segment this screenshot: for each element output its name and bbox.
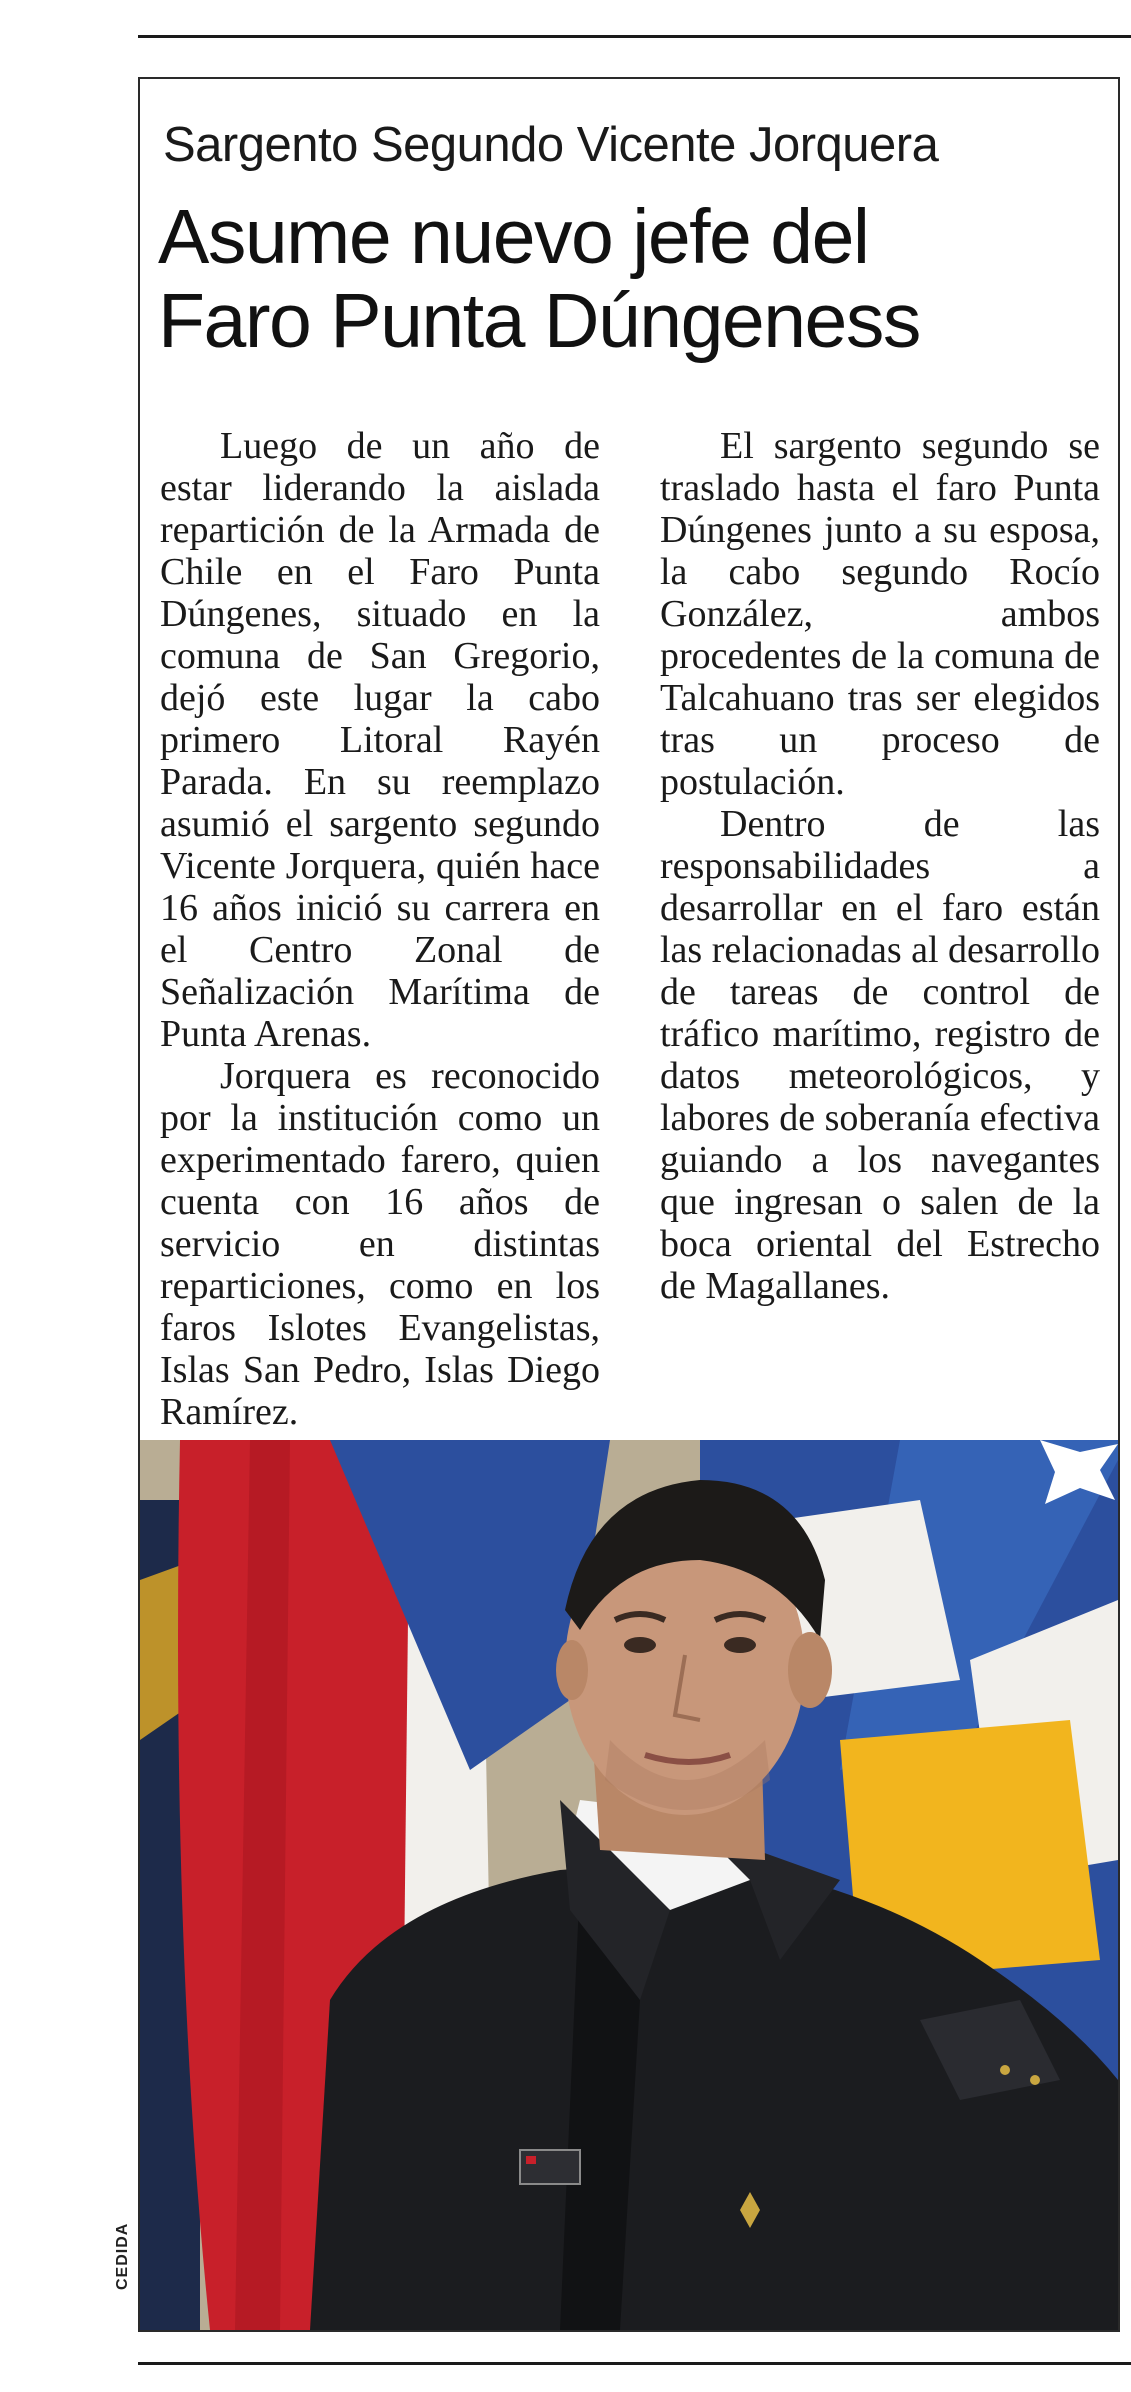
body-column-left: [160, 425, 600, 1433]
photo-illustration: [140, 1440, 1118, 2330]
body-paragraph: El sargento segundo se traslado hasta el faro Punta Dúngenes junto a su esposa, la cabo segundo Rocío González, ambos procedentes de la comuna de Talcahuano tras ser elegidos tras un proceso de postulación.: [660, 425, 1100, 803]
top-rule: [138, 35, 1131, 38]
body-paragraph: Luego de un año de estar liderando la aislada repartición de la Armada de Chile en el Faro Punta Dúngenes, situado en la comuna de San Gregorio, dejó este lugar la cabo primero Litoral Rayén Parada. En su reemplazo asumió el sargento segundo Vicente Jorquera, quién hace 16 años inició su carrera en el Centro Zonal de Señalización Marítima de Punta Arenas.: [160, 425, 600, 1055]
body-paragraph: Jorquera es reconocido por la institución como un experimentado farero, quien cuenta con 16 años de servicio en distintas reparticiones, como en los faros Islotes Evangelistas, Islas San Pedro, Islas Diego Ramírez.: [160, 1055, 600, 1433]
headline-line-1: Asume nuevo jefe del: [158, 194, 869, 280]
article-kicker: Sargento Segundo Vicente Jorquera: [163, 118, 939, 172]
headline-line-2: Faro Punta Dúngeness: [158, 278, 920, 364]
bottom-rule: [138, 2362, 1131, 2365]
article-headline: [158, 195, 1108, 363]
body-column-right: [660, 425, 1100, 1307]
body-paragraph: Dentro de las responsabilidades a desarrollar en el faro están las relacionadas al desarrollo de tareas de control de tráfico marítimo, registro de datos meteorológicos, y labores de soberanía efectiva guiando a los navegantes que ingresan o salen de la boca oriental del Estrecho de Magallanes.: [660, 803, 1100, 1307]
article-photo: [140, 1440, 1118, 2330]
photo-credit: CEDIDA: [114, 2222, 131, 2290]
